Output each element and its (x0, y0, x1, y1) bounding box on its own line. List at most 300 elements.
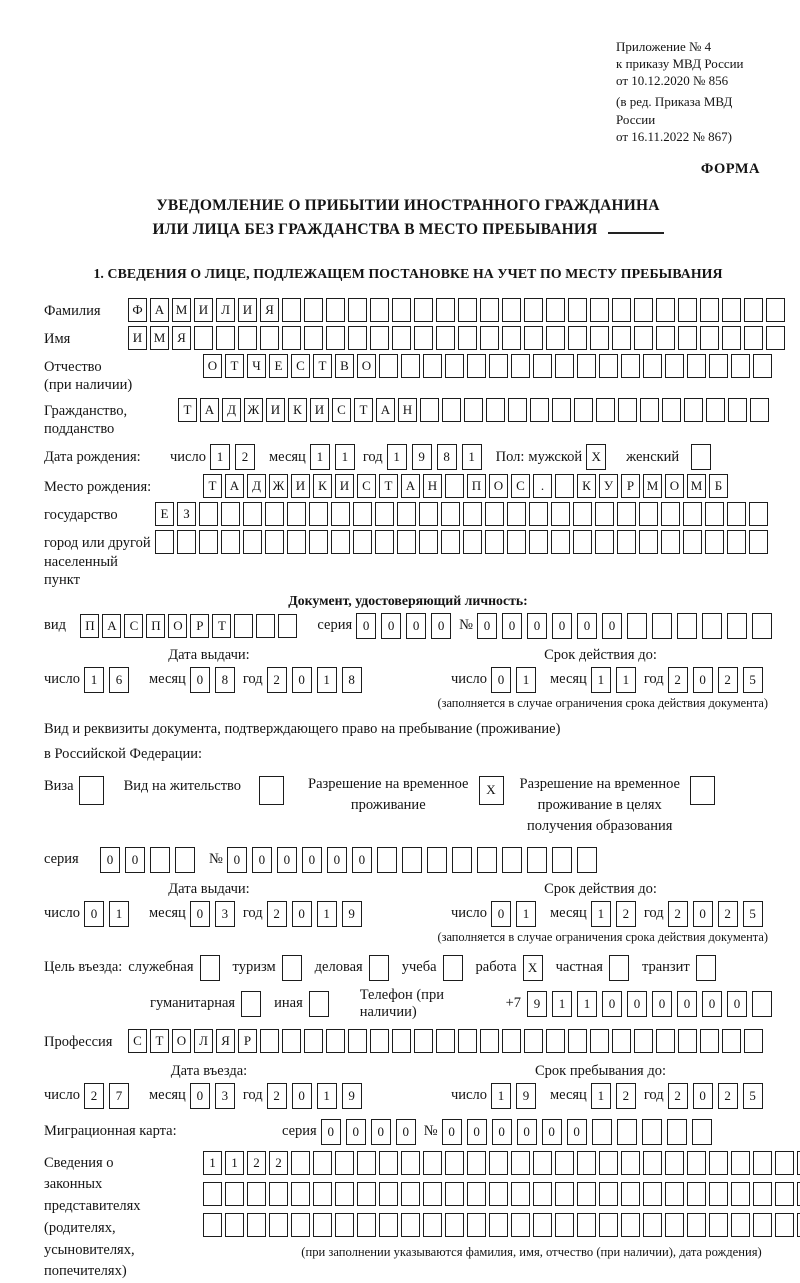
char-box[interactable] (599, 1213, 618, 1237)
char-box[interactable]: И (238, 298, 257, 322)
char-box[interactable]: И (266, 398, 285, 422)
char-box[interactable]: А (376, 398, 395, 422)
char-box[interactable]: А (200, 398, 219, 422)
residence-permit-checkbox[interactable] (259, 776, 284, 805)
char-box[interactable] (480, 1029, 499, 1053)
char-box[interactable]: 0 (517, 1119, 537, 1145)
char-box[interactable]: 1 (516, 901, 536, 927)
identity-valid-day[interactable] (491, 667, 536, 693)
char-box[interactable] (309, 502, 328, 526)
char-box[interactable]: . (533, 474, 552, 498)
char-box[interactable] (727, 530, 746, 554)
char-box[interactable]: 0 (542, 1119, 562, 1145)
entry-date-month[interactable] (190, 1083, 235, 1109)
char-box[interactable] (568, 326, 587, 350)
char-box[interactable]: 0 (346, 1119, 366, 1145)
char-box[interactable]: Т (212, 614, 231, 638)
char-box[interactable] (199, 530, 218, 554)
char-box[interactable] (609, 955, 629, 981)
char-box[interactable]: 0 (381, 613, 401, 639)
char-box[interactable]: 0 (406, 613, 426, 639)
char-box[interactable]: Е (155, 502, 174, 526)
char-box[interactable]: 0 (567, 1119, 587, 1145)
char-box[interactable] (269, 1182, 288, 1206)
char-box[interactable]: Н (423, 474, 442, 498)
stay-until-year[interactable] (668, 1083, 763, 1109)
char-box[interactable] (752, 613, 772, 639)
char-box[interactable]: М (643, 474, 662, 498)
char-box[interactable]: 2 (269, 1151, 288, 1175)
char-box[interactable]: М (150, 326, 169, 350)
char-box[interactable]: 5 (743, 1083, 763, 1109)
char-box[interactable]: 0 (552, 613, 572, 639)
char-box[interactable]: 0 (227, 847, 247, 873)
char-box[interactable] (502, 298, 521, 322)
char-box[interactable] (621, 1213, 640, 1237)
char-box[interactable] (552, 847, 572, 873)
char-box[interactable]: 0 (252, 847, 272, 873)
char-box[interactable] (221, 530, 240, 554)
migration-card-number-field[interactable] (442, 1119, 712, 1145)
char-box[interactable] (661, 530, 680, 554)
identity-valid-year[interactable] (668, 667, 763, 693)
char-box[interactable] (529, 530, 548, 554)
char-box[interactable] (617, 1119, 637, 1145)
char-box[interactable] (445, 1213, 464, 1237)
char-box[interactable]: О (489, 474, 508, 498)
char-box[interactable]: Т (150, 1029, 169, 1053)
char-box[interactable] (749, 502, 768, 526)
char-box[interactable] (702, 613, 722, 639)
char-box[interactable] (326, 1029, 345, 1053)
char-box[interactable] (414, 1029, 433, 1053)
char-box[interactable] (401, 354, 420, 378)
char-box[interactable] (555, 1213, 574, 1237)
char-box[interactable]: 2 (616, 1083, 636, 1109)
representatives-field-row2[interactable] (203, 1182, 800, 1206)
char-box[interactable] (287, 502, 306, 526)
char-box[interactable]: И (128, 326, 147, 350)
birthplace-field-row1[interactable] (203, 474, 728, 498)
char-box[interactable] (568, 298, 587, 322)
char-box[interactable]: С (332, 398, 351, 422)
char-box[interactable]: 0 (627, 991, 647, 1017)
char-box[interactable]: 0 (492, 1119, 512, 1145)
char-box[interactable]: 9 (412, 444, 432, 470)
char-box[interactable] (489, 1182, 508, 1206)
char-box[interactable] (687, 354, 706, 378)
purpose-private-checkbox[interactable] (609, 955, 629, 981)
char-box[interactable]: 5 (743, 667, 763, 693)
char-box[interactable] (445, 474, 464, 498)
char-box[interactable]: 0 (602, 613, 622, 639)
char-box[interactable]: И (335, 474, 354, 498)
char-box[interactable] (397, 502, 416, 526)
char-box[interactable]: 0 (577, 613, 597, 639)
char-box[interactable]: П (467, 474, 486, 498)
char-box[interactable] (423, 1182, 442, 1206)
purpose-humanitarian-checkbox[interactable] (241, 991, 261, 1017)
char-box[interactable] (595, 530, 614, 554)
temp-residence-checkbox[interactable] (479, 776, 504, 805)
char-box[interactable] (467, 1213, 486, 1237)
identity-issue-day[interactable] (84, 667, 129, 693)
char-box[interactable] (731, 1213, 750, 1237)
char-box[interactable] (574, 398, 593, 422)
char-box[interactable]: Я (216, 1029, 235, 1053)
char-box[interactable] (618, 398, 637, 422)
char-box[interactable]: 0 (693, 1083, 713, 1109)
char-box[interactable] (414, 298, 433, 322)
purpose-official-checkbox[interactable] (200, 955, 220, 981)
char-box[interactable] (304, 298, 323, 322)
char-box[interactable] (766, 326, 785, 350)
char-box[interactable] (241, 991, 261, 1017)
char-box[interactable] (678, 1029, 697, 1053)
char-box[interactable] (502, 326, 521, 350)
purpose-study-checkbox[interactable] (443, 955, 463, 981)
birthplace-field-row2[interactable] (155, 502, 768, 526)
char-box[interactable] (533, 1182, 552, 1206)
identity-valid-month[interactable] (591, 667, 636, 693)
char-box[interactable] (291, 1213, 310, 1237)
char-box[interactable] (502, 1029, 521, 1053)
char-box[interactable]: 0 (602, 991, 622, 1017)
char-box[interactable] (401, 1182, 420, 1206)
char-box[interactable]: 8 (437, 444, 457, 470)
char-box[interactable]: Ф (128, 298, 147, 322)
char-box[interactable]: 2 (267, 901, 287, 927)
char-box[interactable] (661, 502, 680, 526)
identity-issue-year[interactable] (267, 667, 362, 693)
char-box[interactable] (634, 298, 653, 322)
char-box[interactable] (335, 1182, 354, 1206)
char-box[interactable] (592, 1119, 612, 1145)
char-box[interactable] (590, 1029, 609, 1053)
char-box[interactable] (379, 1213, 398, 1237)
char-box[interactable] (775, 1213, 794, 1237)
char-box[interactable]: 0 (693, 667, 713, 693)
char-box[interactable] (177, 530, 196, 554)
char-box[interactable]: 1 (462, 444, 482, 470)
char-box[interactable] (722, 1029, 741, 1053)
char-box[interactable]: О (168, 614, 187, 638)
char-box[interactable] (486, 398, 505, 422)
char-box[interactable] (175, 847, 195, 873)
char-box[interactable]: 0 (693, 901, 713, 927)
char-box[interactable] (752, 991, 772, 1017)
char-box[interactable] (203, 1213, 222, 1237)
char-box[interactable] (436, 326, 455, 350)
char-box[interactable] (511, 1213, 530, 1237)
char-box[interactable] (612, 326, 631, 350)
stay-doc-number-field[interactable] (227, 847, 597, 873)
char-box[interactable] (731, 1182, 750, 1206)
char-box[interactable]: И (310, 398, 329, 422)
char-box[interactable]: 1 (491, 1083, 511, 1109)
char-box[interactable] (551, 502, 570, 526)
char-box[interactable] (753, 1213, 772, 1237)
stay-until-month[interactable] (591, 1083, 636, 1109)
char-box[interactable] (507, 502, 526, 526)
phone-field[interactable] (527, 991, 772, 1017)
char-box[interactable] (612, 298, 631, 322)
entry-date-year[interactable] (267, 1083, 362, 1109)
char-box[interactable] (452, 847, 472, 873)
char-box[interactable]: Т (379, 474, 398, 498)
char-box[interactable] (369, 955, 389, 981)
char-box[interactable]: 0 (477, 613, 497, 639)
char-box[interactable] (555, 1182, 574, 1206)
char-box[interactable] (234, 614, 253, 638)
char-box[interactable] (533, 1213, 552, 1237)
char-box[interactable] (508, 398, 527, 422)
char-box[interactable]: Я (260, 298, 279, 322)
char-box[interactable]: 8 (215, 667, 235, 693)
char-box[interactable] (353, 502, 372, 526)
char-box[interactable] (443, 955, 463, 981)
char-box[interactable]: 0 (527, 613, 547, 639)
char-box[interactable] (643, 354, 662, 378)
char-box[interactable]: 1 (335, 444, 355, 470)
char-box[interactable]: 0 (292, 667, 312, 693)
char-box[interactable]: И (291, 474, 310, 498)
char-box[interactable] (458, 326, 477, 350)
stay-doc-issue-month[interactable] (190, 901, 235, 927)
char-box[interactable] (467, 1182, 486, 1206)
char-box[interactable] (480, 326, 499, 350)
char-box[interactable] (247, 1182, 266, 1206)
visa-checkbox[interactable] (79, 776, 104, 805)
char-box[interactable] (700, 326, 719, 350)
char-box[interactable] (683, 530, 702, 554)
char-box[interactable] (436, 298, 455, 322)
char-box[interactable] (243, 530, 262, 554)
char-box[interactable]: 0 (491, 901, 511, 927)
char-box[interactable] (551, 530, 570, 554)
char-box[interactable]: 0 (356, 613, 376, 639)
char-box[interactable]: М (172, 298, 191, 322)
char-box[interactable] (507, 530, 526, 554)
char-box[interactable]: А (225, 474, 244, 498)
char-box[interactable]: 3 (215, 901, 235, 927)
char-box[interactable]: К (313, 474, 332, 498)
sex-female-checkbox[interactable] (691, 444, 711, 470)
char-box[interactable] (678, 326, 697, 350)
char-box[interactable] (683, 502, 702, 526)
char-box[interactable]: 1 (387, 444, 407, 470)
char-box[interactable]: У (599, 474, 618, 498)
char-box[interactable]: 2 (718, 667, 738, 693)
char-box[interactable] (203, 1182, 222, 1206)
char-box[interactable] (150, 847, 170, 873)
char-box[interactable]: 0 (431, 613, 451, 639)
char-box[interactable] (278, 614, 297, 638)
char-box[interactable] (225, 1213, 244, 1237)
identity-issue-month[interactable] (190, 667, 235, 693)
char-box[interactable] (370, 298, 389, 322)
char-box[interactable] (392, 326, 411, 350)
purpose-work-checkbox[interactable] (523, 955, 543, 981)
char-box[interactable]: С (128, 1029, 147, 1053)
char-box[interactable] (282, 298, 301, 322)
char-box[interactable]: 2 (84, 1083, 104, 1109)
char-box[interactable]: 2 (247, 1151, 266, 1175)
char-box[interactable] (684, 398, 703, 422)
char-box[interactable] (727, 502, 746, 526)
char-box[interactable] (524, 1029, 543, 1053)
char-box[interactable] (627, 613, 647, 639)
char-box[interactable]: К (288, 398, 307, 422)
profession-field[interactable] (128, 1029, 763, 1053)
char-box[interactable] (309, 530, 328, 554)
char-box[interactable] (643, 1213, 662, 1237)
char-box[interactable]: 0 (190, 667, 210, 693)
char-box[interactable] (691, 444, 711, 470)
char-box[interactable] (247, 1213, 266, 1237)
char-box[interactable] (722, 298, 741, 322)
char-box[interactable]: Ж (269, 474, 288, 498)
stay-doc-series-field[interactable] (100, 847, 195, 873)
char-box[interactable] (463, 502, 482, 526)
char-box[interactable] (259, 776, 284, 805)
char-box[interactable]: 1 (552, 991, 572, 1017)
char-box[interactable] (458, 298, 477, 322)
char-box[interactable]: О (665, 474, 684, 498)
char-box[interactable] (375, 502, 394, 526)
char-box[interactable]: 2 (267, 1083, 287, 1109)
char-box[interactable] (634, 326, 653, 350)
char-box[interactable]: 8 (342, 667, 362, 693)
char-box[interactable] (656, 1029, 675, 1053)
char-box[interactable]: П (80, 614, 99, 638)
char-box[interactable]: С (511, 474, 530, 498)
char-box[interactable] (309, 991, 329, 1017)
char-box[interactable] (709, 354, 728, 378)
char-box[interactable] (331, 530, 350, 554)
char-box[interactable] (640, 398, 659, 422)
char-box[interactable]: 2 (267, 667, 287, 693)
char-box[interactable] (370, 1029, 389, 1053)
char-box[interactable] (677, 613, 697, 639)
char-box[interactable] (577, 354, 596, 378)
char-box[interactable] (621, 1182, 640, 1206)
char-box[interactable]: А (150, 298, 169, 322)
char-box[interactable] (617, 530, 636, 554)
char-box[interactable]: 5 (743, 901, 763, 927)
char-box[interactable]: 0 (292, 1083, 312, 1109)
char-box[interactable]: 7 (109, 1083, 129, 1109)
birth-day-field[interactable] (210, 444, 255, 470)
char-box[interactable] (665, 354, 684, 378)
char-box[interactable]: 1 (317, 901, 337, 927)
char-box[interactable]: М (687, 474, 706, 498)
char-box[interactable] (753, 354, 772, 378)
char-box[interactable] (348, 326, 367, 350)
char-box[interactable] (642, 1119, 662, 1145)
char-box[interactable] (577, 847, 597, 873)
char-box[interactable]: 1 (317, 1083, 337, 1109)
char-box[interactable] (155, 530, 174, 554)
char-box[interactable] (326, 326, 345, 350)
char-box[interactable]: Д (247, 474, 266, 498)
char-box[interactable] (392, 1029, 411, 1053)
char-box[interactable] (489, 1213, 508, 1237)
char-box[interactable]: А (102, 614, 121, 638)
char-box[interactable] (489, 354, 508, 378)
char-box[interactable] (402, 847, 422, 873)
char-box[interactable] (590, 326, 609, 350)
char-box[interactable] (463, 530, 482, 554)
purpose-transit-checkbox[interactable] (696, 955, 716, 981)
char-box[interactable]: С (124, 614, 143, 638)
char-box[interactable] (546, 1029, 565, 1053)
char-box[interactable] (744, 298, 763, 322)
char-box[interactable] (269, 1213, 288, 1237)
char-box[interactable] (511, 1182, 530, 1206)
char-box[interactable] (260, 326, 279, 350)
char-box[interactable] (282, 326, 301, 350)
char-box[interactable] (573, 502, 592, 526)
given-name-field[interactable] (128, 326, 785, 350)
char-box[interactable] (524, 326, 543, 350)
char-box[interactable] (687, 1213, 706, 1237)
char-box[interactable]: Л (216, 298, 235, 322)
char-box[interactable]: 2 (668, 1083, 688, 1109)
char-box[interactable] (401, 1213, 420, 1237)
char-box[interactable]: 1 (310, 444, 330, 470)
char-box[interactable] (282, 1029, 301, 1053)
char-box[interactable] (749, 530, 768, 554)
char-box[interactable] (705, 502, 724, 526)
char-box[interactable] (577, 1182, 596, 1206)
char-box[interactable]: 2 (668, 667, 688, 693)
char-box[interactable]: 1 (616, 667, 636, 693)
char-box[interactable]: 0 (84, 901, 104, 927)
char-box[interactable] (524, 298, 543, 322)
char-box[interactable] (728, 398, 747, 422)
char-box[interactable] (419, 530, 438, 554)
char-box[interactable]: 0 (652, 991, 672, 1017)
char-box[interactable]: 0 (677, 991, 697, 1017)
char-box[interactable] (621, 354, 640, 378)
char-box[interactable] (709, 1182, 728, 1206)
char-box[interactable]: О (172, 1029, 191, 1053)
birthplace-field-row3[interactable] (155, 530, 768, 554)
stay-doc-valid-month[interactable] (591, 901, 636, 927)
char-box[interactable] (282, 955, 302, 981)
char-box[interactable]: 0 (396, 1119, 416, 1145)
char-box[interactable] (656, 326, 675, 350)
char-box[interactable]: О (357, 354, 376, 378)
char-box[interactable] (700, 298, 719, 322)
char-box[interactable] (753, 1182, 772, 1206)
char-box[interactable]: 1 (591, 901, 611, 927)
char-box[interactable] (427, 847, 447, 873)
char-box[interactable] (692, 1119, 712, 1145)
citizenship-field[interactable] (178, 398, 769, 422)
char-box[interactable]: В (335, 354, 354, 378)
char-box[interactable]: Б (709, 474, 728, 498)
char-box[interactable]: 0 (491, 667, 511, 693)
char-box[interactable] (485, 502, 504, 526)
char-box[interactable]: 1 (577, 991, 597, 1017)
char-box[interactable]: 3 (215, 1083, 235, 1109)
char-box[interactable] (291, 1182, 310, 1206)
char-box[interactable] (423, 1213, 442, 1237)
char-box[interactable] (552, 398, 571, 422)
char-box[interactable] (530, 398, 549, 422)
